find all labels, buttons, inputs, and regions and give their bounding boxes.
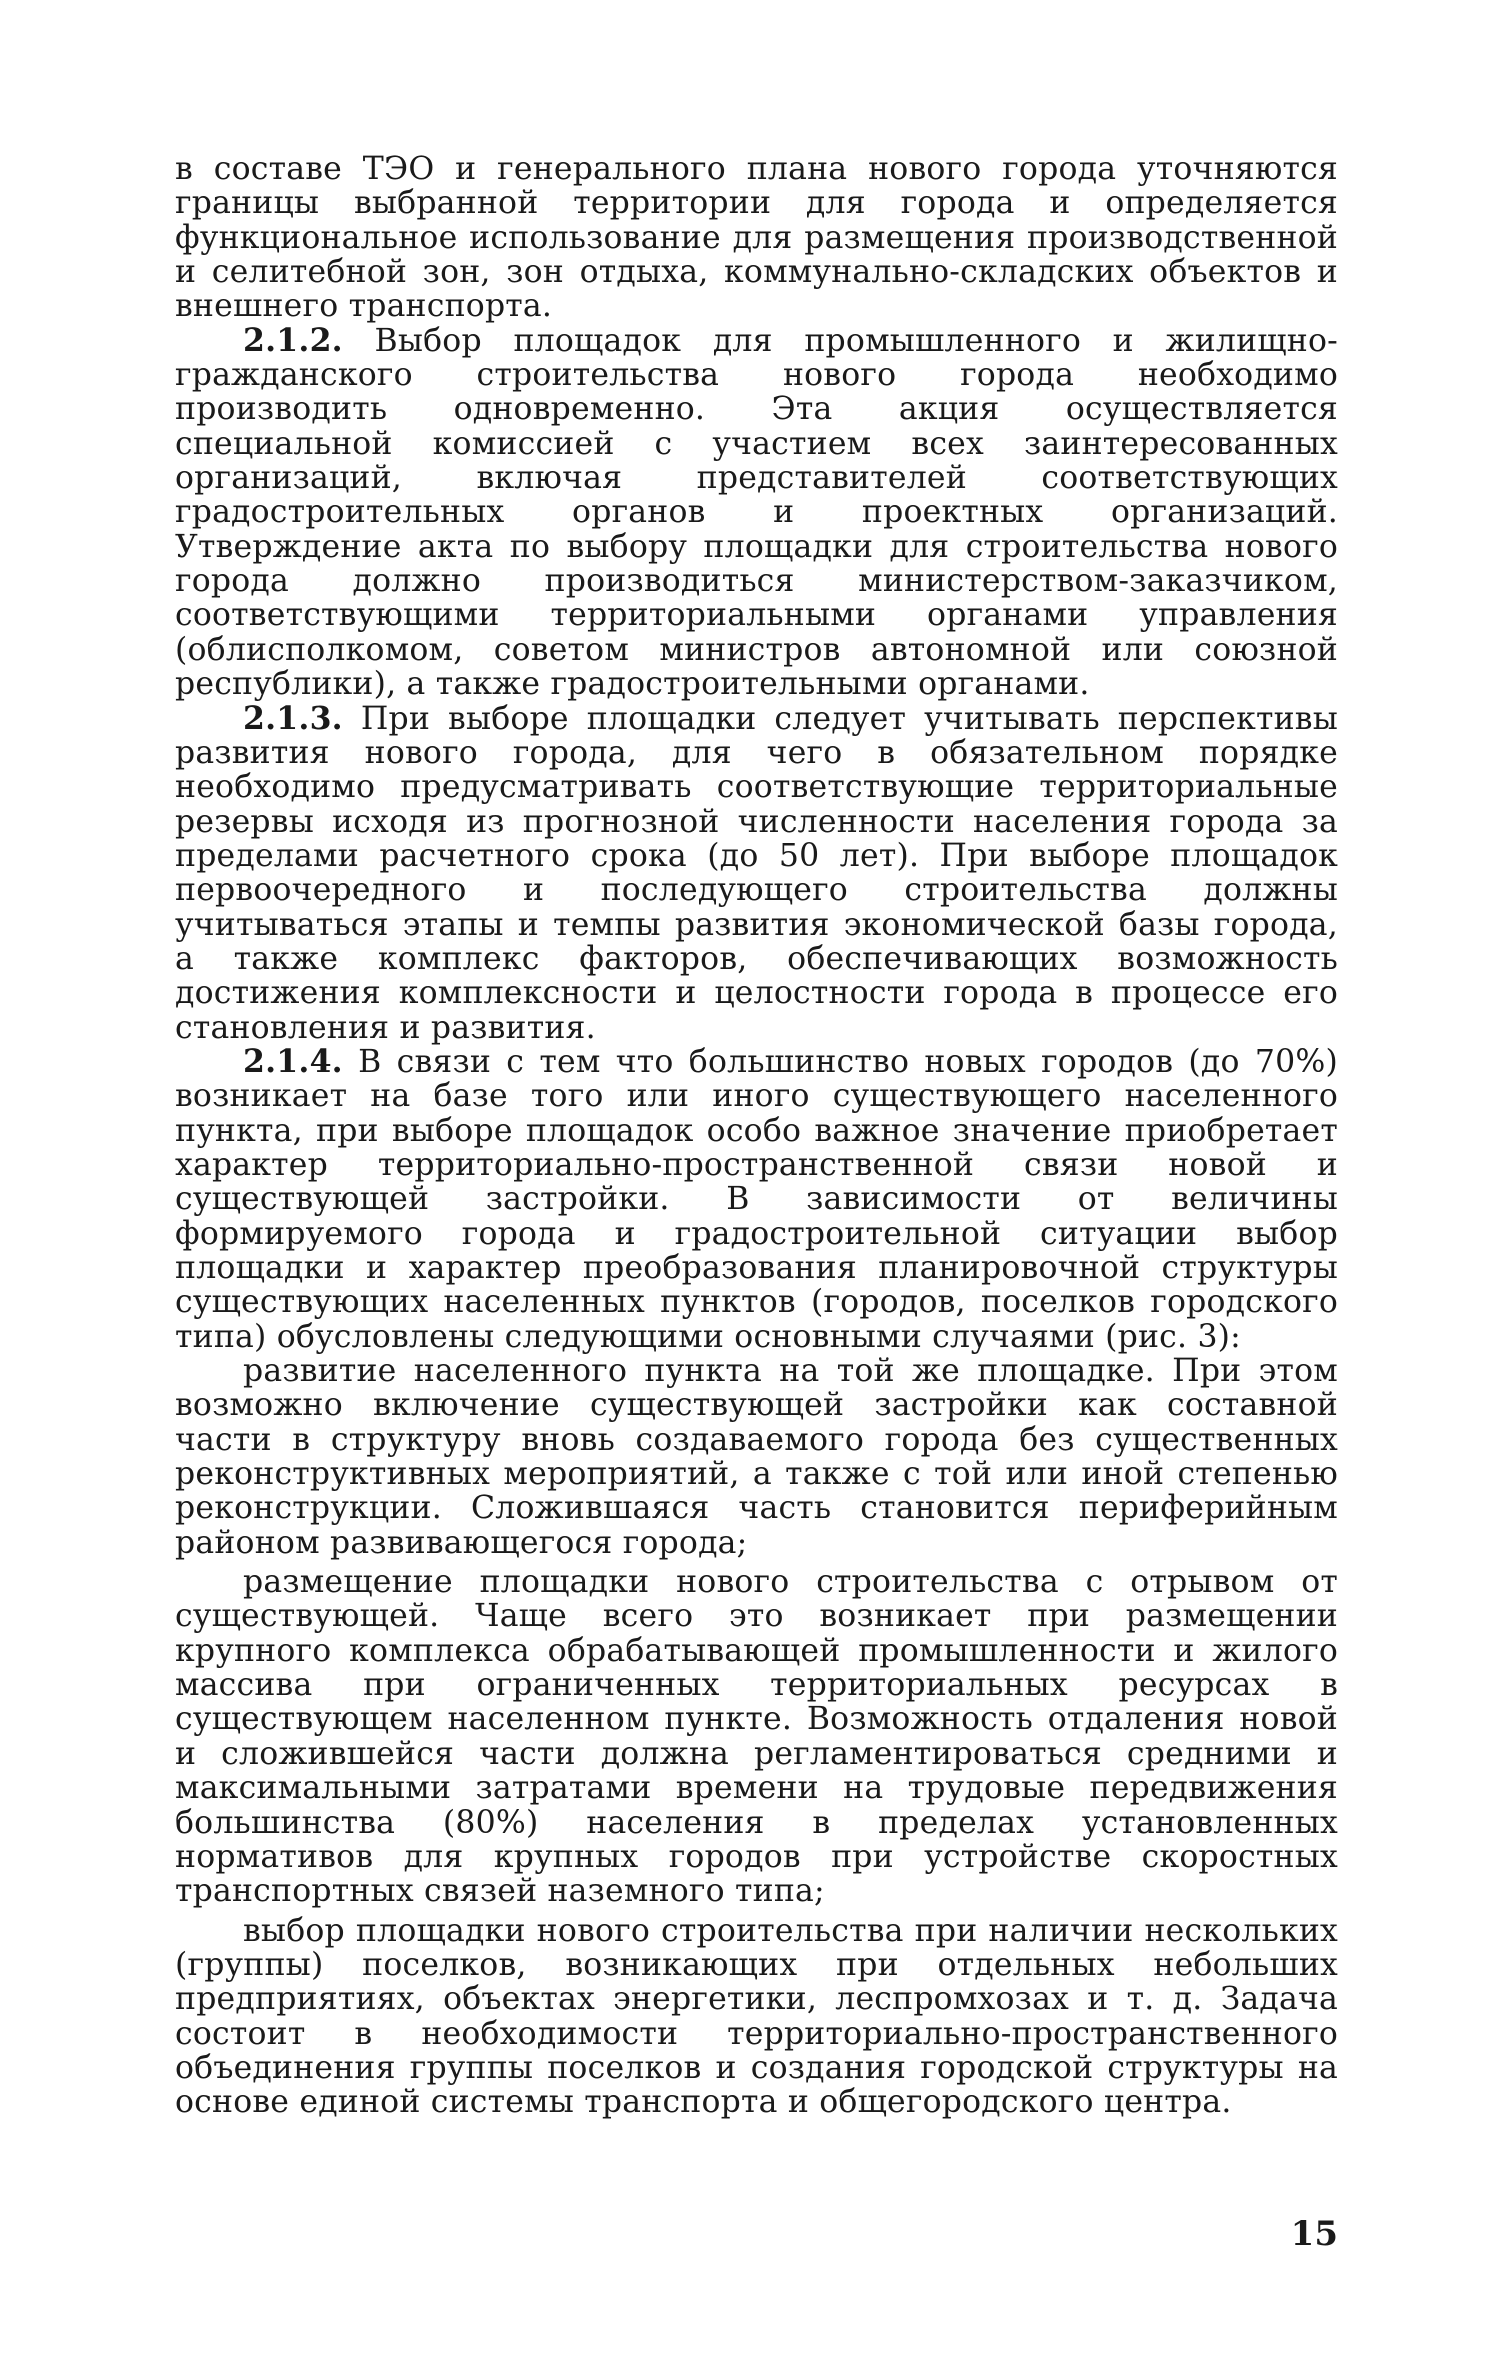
clause-2-1-4	[175, 1042, 1338, 1355]
paragraph-continuation	[175, 152, 1338, 324]
paragraph-text: в составе ТЭО и генерального плана нового города уточняются границы выбранной территории для города и определяется функциональное использование для размещения производственной и селитебной зон, зон отдыха, коммунально-складских объектов и внешнего транспорта.	[175, 151, 1338, 325]
paragraph-text: При выборе площадки следует учитывать перспективы развития нового города, для чего в обязательном порядке необходимо предусматривать соответствующие территориальные резервы исходя из прогнозной численности населения города за пределами расчетного срока (до 50 лет). При выборе площадок первоочередного и последующего строительства должны учитываться этапы и темпы развития экономической базы города, а также комплекс факторов, обеспечивающих возможность достижения комплексности и целостности города в процессе его становления и развития.	[175, 700, 1338, 1046]
page-number: 15	[1290, 2214, 1338, 2254]
case-list-item	[175, 1914, 1338, 2120]
clause-number: 2.1.2.	[243, 321, 343, 359]
clause-number: 2.1.4.	[243, 1042, 343, 1080]
paragraph-text: размещение площадки нового строительства с отрывом от существующей. Чаще всего это возникает при размещении крупного комплекса обрабатывающей промышленности и жилого массива при ограниченных территориальных ресурсах в существующем населенном пункте. Возможность отдаления новой и сложившейся части должна регламентироваться средними и максимальными затратами времени на трудовые передвижения большинства (80%) населения в пределах установленных нормативов для крупных городов при устройстве скоростных транспортных связей наземного типа;	[175, 1564, 1338, 1910]
paragraph-text: развитие населенного пункта на той же площадке. При этом возможно включение существующей застройки как составной части в структуру вновь создаваемого города без существенных реконструктивных мероприятий, а также с той или иной степенью реконструкции. Сложившаяся часть становится периферийным районом развивающегося города;	[175, 1353, 1338, 1561]
clause-2-1-2	[175, 321, 1338, 703]
case-list-item	[175, 1354, 1338, 1560]
clause-number: 2.1.3.	[243, 699, 343, 737]
paragraph-text: В связи с тем что большинство новых городов (до 70%) возникает на базе того или иного существующего населенного пункта, при выборе площадок особо важное значение приобретает характер территориально-пространственной связи новой и существующей застройки. В зависимости от величины формируемого города и градостроительной ситуации выбор площадки и характер преобразования планировочной структуры существующих населенных пунктов (городов, поселков городского типа) обусловлены следующими основными случаями (рис. 3):	[175, 1043, 1338, 1355]
paragraph-text: Выбор площадок для промышленного и жилищно-гражданского строительства нового города необходимо производить одновременно. Эта акция осуществляется специальной комиссией с участием всех заинтересованных организаций, включая представителей соответствующих градостроительных органов и проектных организаций. Утверждение акта по выбору площадки для строительства нового города должно производиться министерством-заказчиком, соответствующими территориальными органами управления (облисполкомом, советом министров автономной или союзной республики), а также градостроительными органами.	[175, 322, 1338, 703]
clause-2-1-3	[175, 699, 1338, 1046]
case-list-item	[175, 1565, 1338, 1908]
body-text	[175, 152, 1338, 2120]
paragraph-text: выбор площадки нового строительства при наличии нескольких (группы) поселков, возникающих при отдельных небольших предприятиях, объектах энергетики, леспромхозах и т. д. Задача состоит в необходимости территориально-пространственного объединения группы поселков и создания городской структуры на основе единой системы транспорта и общегородского центра.	[175, 1912, 1338, 2121]
